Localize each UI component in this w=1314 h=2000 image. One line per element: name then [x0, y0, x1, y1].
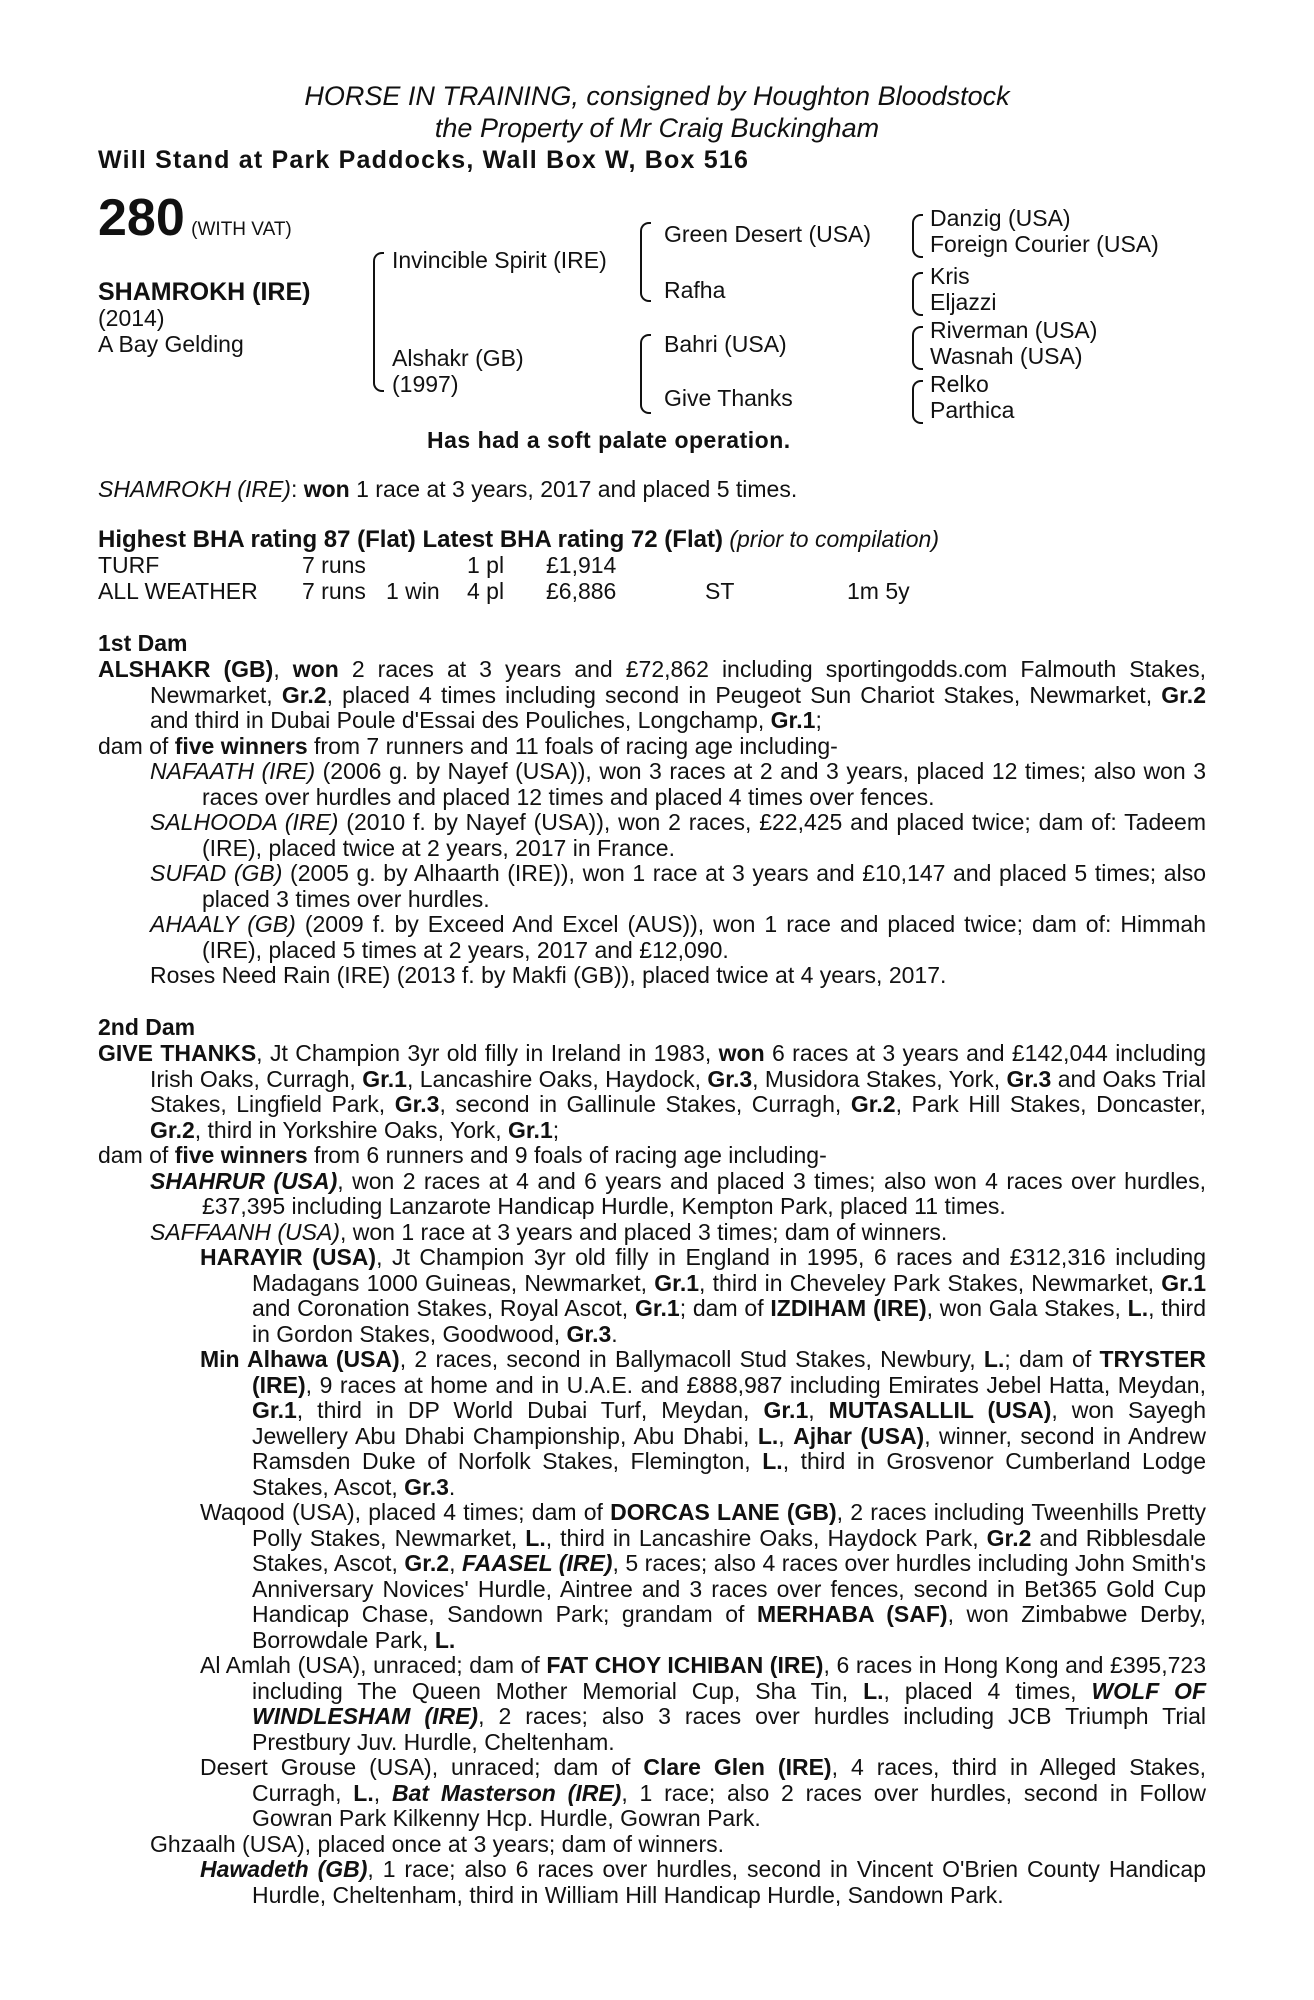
- text: , placed 4 times including second in Peugeot Sun Chariot Stakes, Newmarket,: [326, 681, 1162, 708]
- text: (2005 g. by Alhaarth (IRE)), won 1 race at 3 years and £10,147 and placed 5 times; also placed 3 times over hurdles.: [202, 860, 1206, 912]
- text: ; dam of: [679, 1295, 771, 1321]
- text: ; dam of: [1004, 1346, 1100, 1372]
- text: , won Gala Stakes,: [926, 1295, 1128, 1321]
- grade: Gr.1: [763, 1397, 809, 1423]
- won-label: won: [718, 1040, 765, 1066]
- second-dam-p5: [98, 1245, 1206, 1347]
- offspring-name: HARAYIR (USA): [200, 1244, 377, 1270]
- grade: Gr.3: [404, 1473, 449, 1500]
- text: Waqood (USA), placed 4 times; dam of: [200, 1499, 611, 1525]
- header-line-3: Will Stand at Park Paddocks, Wall Box W, Box 516: [98, 146, 750, 174]
- pedigree-ggp-6: Wasnah (USA): [930, 343, 1083, 369]
- won-label: won: [292, 656, 339, 682]
- text: , won Sayegh Jewellery Abu Dhabi Championship, Abu Dhabi,: [252, 1397, 1207, 1449]
- text: and third in Dubai Poule d'Essai des Pouliches, Longchamp,: [150, 707, 771, 733]
- pedigree-bracket-7: [912, 380, 923, 424]
- listed: L.: [863, 1677, 884, 1704]
- text: dam of: [98, 1142, 175, 1168]
- second-dam-p6: [98, 1347, 1206, 1500]
- pedigree-ggp-8: Parthica: [930, 397, 1015, 423]
- text: , 2 races including Tweenhills Pretty Polly Stakes, Newmarket,: [252, 1499, 1206, 1551]
- listed: L.: [757, 1422, 779, 1449]
- listed: L.: [525, 1524, 546, 1551]
- text: , third in Grosvenor Cumberland Lodge Stakes, Ascot,: [252, 1448, 1207, 1500]
- grade: Gr.2: [404, 1550, 450, 1576]
- text: , third in Lancashire Oaks, Haydock Park,: [545, 1524, 987, 1551]
- race-summary: SHAMROKH (IRE): won 1 race at 3 years, 2017 and placed 5 times.: [98, 476, 798, 502]
- text: (2010 f. by Nayef (USA)), won 2 races, £22,425 and placed twice; dam of: Tadeem (IRE), placed twice at 2 years, 2017 in France.: [202, 809, 1206, 861]
- text: (2006 g. by Nayef (USA)), won 3 races at 2 and 3 years, placed 12 times; also won 3 races over hurdles and placed 12 times and placed 4 times over fences.: [202, 758, 1207, 810]
- offspring-name: Min Alhawa (USA): [200, 1346, 400, 1372]
- pedigree-sire-dam: Rafha: [664, 277, 726, 303]
- second-dam-p11: [98, 1857, 1206, 1908]
- text: , won 2 races at 4 and 6 years and placed 3 times; also won 4 races over hurdles, £37,395 including Lanzarote Handicap Hurdle, Kempton Park, placed 11 times.: [202, 1167, 1206, 1219]
- text: , won Zimbabwe Derby, Borrowdale Park,: [252, 1601, 1207, 1653]
- text: (2009 f. by Exceed And Excel (AUS)), won 1 race and placed twice; dam of: Himmah (IRE), placed 5 times at 2 years, 2017 and £12,090.: [202, 911, 1206, 963]
- offspring-name: Ajhar (USA): [793, 1422, 925, 1449]
- text: , third in Gordon Stakes, Goodwood,: [252, 1295, 1207, 1347]
- horse-description: A Bay Gelding: [98, 331, 244, 357]
- text: , 2 races; also 3 races over hurdles including JCB Triumph Trial Prestbury Juv. Hurdle, Cheltenham.: [252, 1703, 1207, 1755]
- text: , Park Hill Stakes, Doncaster,: [895, 1091, 1207, 1117]
- text: and Ribblesdale Stakes, Ascot,: [252, 1524, 1206, 1576]
- text: , 1 race; also 2 races over hurdles, second in Follow Gowran Park Kilkenny Hcp. Hurdle, Gowran Park.: [252, 1779, 1207, 1831]
- pedigree-ggp-1: Danzig (USA): [930, 205, 1071, 231]
- grade: Gr.2: [281, 681, 327, 708]
- grade: Gr.1: [252, 1397, 297, 1423]
- text: 2 races at 3 years and £72,862 including sportingodds.com Falmouth Stakes, Newmarket,: [150, 656, 1206, 708]
- grade: Gr.1: [770, 707, 816, 733]
- text: , 6 races in Hong Kong and £395,723 including The Queen Mother Memorial Cup, Sha Tin,: [252, 1652, 1206, 1704]
- listed: L.: [434, 1626, 456, 1653]
- stat-placed: 1 pl: [467, 552, 505, 578]
- stat-st: ST: [705, 578, 735, 604]
- pedigree-sire-sire: Green Desert (USA): [664, 221, 872, 247]
- pedigree-note: Has had a soft palate operation.: [427, 427, 791, 453]
- offspring-name: IZDIHAM (IRE): [770, 1295, 927, 1321]
- pedigree-bracket-6: [912, 326, 923, 370]
- summary-text: 1 race at 3 years, 2017 and placed 5 times.: [349, 476, 798, 502]
- pedigree-dam-year: (1997): [392, 371, 459, 397]
- stat-distance: 1m 5y: [847, 578, 910, 604]
- stats-row-all-weather: [0, 579, 1314, 605]
- dam-name: ALSHAKR (GB): [98, 656, 274, 682]
- offspring-name: Hawadeth (GB): [200, 1856, 368, 1882]
- grade: Gr.1: [634, 1295, 680, 1321]
- text: and Coronation Stakes, Royal Ascot,: [252, 1295, 635, 1321]
- text: , Jt Champion 3yr old filly in England in 1995, 6 races and £312,316 including Madagans 1000 Guineas, Newmarket,: [252, 1244, 1206, 1296]
- grade: Gr.3: [566, 1320, 612, 1347]
- pedigree-sire: Invincible Spirit (IRE): [392, 247, 607, 273]
- stat-wins: 1 win: [386, 578, 440, 604]
- stat-runs: 7 runs: [302, 552, 366, 578]
- text: ;: [815, 707, 822, 733]
- grade: Gr.2: [150, 1116, 195, 1143]
- pedigree-bracket-1: [373, 252, 384, 392]
- stats-row-turf: [0, 553, 1314, 579]
- text: dam of: [98, 732, 175, 759]
- pedigree-ggp-7: Relko: [930, 371, 989, 397]
- five-winners: five winners: [174, 1142, 308, 1168]
- offspring-name: Bat Masterson (IRE): [391, 1779, 622, 1806]
- stat-runs: 7 runs: [302, 578, 366, 604]
- offspring-name: FAT CHOY ICHIBAN (IRE): [546, 1652, 824, 1678]
- grade: Gr.3: [394, 1091, 440, 1117]
- pedigree-dam-dam: Give Thanks: [664, 385, 793, 411]
- text: and Oaks Trial Stakes, Lingfield Park,: [150, 1065, 1206, 1117]
- pedigree-bracket-4: [912, 214, 923, 258]
- summary-won: won: [303, 476, 350, 502]
- first-dam-section: [98, 657, 1206, 989]
- offspring-name: WOLF OF WINDLESHAM (IRE): [252, 1677, 1206, 1729]
- header-line-1: HORSE IN TRAINING, consigned by Houghton Bloodstock: [304, 81, 1010, 111]
- grade: Gr.1: [507, 1116, 553, 1143]
- listed: L.: [762, 1448, 783, 1474]
- text: , Lancashire Oaks, Haydock,: [406, 1065, 708, 1092]
- pedigree-ggp-4: Eljazzi: [930, 289, 997, 315]
- pedigree-bracket-5: [912, 272, 923, 316]
- grade: Gr.3: [1006, 1065, 1052, 1092]
- second-dam-heading: 2nd Dam: [98, 1014, 196, 1040]
- pedigree-bracket-2: [640, 222, 651, 302]
- offspring-name: NAFAATH (IRE): [150, 758, 316, 784]
- offspring-name: MUTASALLIL (USA): [828, 1397, 1052, 1423]
- offspring-name: SUFAD (GB): [150, 860, 283, 886]
- grade: Gr.2: [986, 1524, 1032, 1551]
- text: , third in DP World Dubai Turf, Meydan,: [296, 1397, 764, 1423]
- text: .: [611, 1320, 618, 1347]
- text: , 2 races, second in Ballymacoll Stud Stakes, Newbury,: [399, 1346, 984, 1372]
- text: ,: [373, 1779, 392, 1806]
- horse-name: SHAMROKH (IRE): [98, 278, 311, 306]
- text: , 4 races, third in Alleged Stakes, Curragh,: [252, 1754, 1206, 1806]
- offspring-name: MERHABA (SAF): [757, 1601, 948, 1627]
- first-dam-p7: Roses Need Rain (IRE) (2013 f. by Makfi (GB)), placed twice at 4 years, 2017.: [150, 962, 947, 988]
- text: ,: [808, 1397, 829, 1423]
- offspring-name: SALHOODA (IRE): [150, 809, 339, 835]
- grade: Gr.2: [850, 1091, 896, 1117]
- text: , Jt Champion 3yr old filly in Ireland in 1983,: [256, 1040, 719, 1066]
- text: , 9 races at home and in U.A.E. and £888,987 including Emirates Jebel Hatta, Meydan,: [305, 1371, 1206, 1398]
- text: , 5 races; also 4 races over hurdles including John Smith's Anniversary Novices' Hurdle, Aintree and 3 races over fences, second in Bet365 Gold Cup Handicap Chase, Sandown Park; grandam of: [252, 1550, 1206, 1627]
- text: , winner, second in Andrew Ramsden Duke of Norfolk Stakes, Flemington,: [252, 1422, 1207, 1474]
- lot-number: 280: [98, 189, 185, 247]
- text: , second in Gallinule Stakes, Curragh,: [439, 1091, 851, 1117]
- five-winners: five winners: [174, 732, 308, 759]
- pedigree-dam-sire: Bahri (USA): [664, 331, 787, 357]
- text: Al Amlah (USA), unraced; dam of: [200, 1652, 547, 1678]
- ratings-italic: (prior to compilation): [729, 526, 939, 552]
- second-dam-p1: [98, 1041, 1206, 1143]
- text: .: [448, 1473, 456, 1500]
- second-dam-p3: [98, 1169, 1206, 1220]
- dam-name: GIVE THANKS: [98, 1040, 257, 1066]
- stat-surface: ALL WEATHER: [98, 578, 258, 604]
- text: ,: [449, 1550, 462, 1576]
- grade: Gr.1: [1161, 1269, 1206, 1296]
- lot-vat: (WITH VAT): [191, 219, 292, 240]
- pedigree-ggp-3: Kris: [930, 263, 970, 289]
- text: from 6 runners and 9 foals of racing age including-: [307, 1142, 827, 1168]
- text: Desert Grouse (USA), unraced; dam of: [200, 1754, 644, 1780]
- text: from 7 runners and 11 foals of racing age including-: [307, 732, 838, 759]
- ratings-line: [98, 527, 939, 553]
- second-dam-p10: Ghzaalh (USA), placed once at 3 years; dam of winners.: [150, 1830, 725, 1857]
- ratings-bold: Highest BHA rating 87 (Flat) Latest BHA rating 72 (Flat): [98, 526, 723, 553]
- pedigree-bracket-3: [640, 334, 651, 414]
- listed: L.: [983, 1346, 1005, 1372]
- stat-prize: £6,886: [546, 578, 617, 604]
- first-dam-p5: [98, 861, 1206, 912]
- second-dam-p7: [98, 1500, 1206, 1653]
- stat-prize: £1,914: [546, 552, 617, 578]
- text: , placed 4 times,: [883, 1677, 1092, 1704]
- grade: Gr.1: [654, 1269, 700, 1296]
- text: , third in Yorkshire Oaks, York,: [194, 1116, 508, 1143]
- first-dam-p6: [98, 912, 1206, 963]
- text: , third in Cheveley Park Stakes, Newmarket,: [699, 1269, 1162, 1296]
- first-dam-p3: [98, 759, 1206, 810]
- second-dam-p4: [98, 1220, 1206, 1246]
- pedigree-ggp-5: Riverman (USA): [930, 317, 1098, 343]
- lot-block: [98, 189, 292, 247]
- grade: Gr.3: [707, 1065, 753, 1092]
- listed: L.: [1127, 1295, 1149, 1321]
- horse-year: (2014): [98, 305, 165, 331]
- text: , 1 race; also 6 races over hurdles, second in Vincent O'Brien County Handicap Hurdle, Cheltenham, third in William Hill Handicap Hurdle, Sandown Park.: [252, 1856, 1207, 1908]
- first-dam-heading: 1st Dam: [98, 630, 188, 656]
- offspring-name: AHAALY (GB): [150, 911, 296, 937]
- text: 6 races at 3 years and £142,044 including Irish Oaks, Curragh,: [150, 1040, 1206, 1092]
- stat-surface: TURF: [98, 552, 160, 578]
- text: , won 1 race at 3 years and placed 3 times; dam of winners.: [339, 1218, 948, 1245]
- first-dam-p4: [98, 810, 1206, 861]
- text: ,: [778, 1422, 794, 1449]
- offspring-name: Clare Glen (IRE): [643, 1754, 832, 1780]
- second-dam-p9: [98, 1755, 1206, 1832]
- offspring-name: SHAHRUR (USA): [150, 1167, 338, 1194]
- pedigree-dam: Alshakr (GB): [392, 345, 524, 371]
- offspring-name: TRYSTER (IRE): [252, 1346, 1206, 1398]
- listed: L.: [353, 1779, 374, 1806]
- header-line-2: the Property of Mr Craig Buckingham: [434, 113, 880, 143]
- grade: Gr.2: [1161, 681, 1206, 708]
- offspring-name: FAASEL (IRE): [462, 1550, 613, 1576]
- second-dam-p8: [98, 1653, 1206, 1755]
- summary-horse-name: SHAMROKH (IRE): [98, 476, 291, 502]
- first-dam-p1: ALSHAKR (GB), won 2 races at 3 years and £72,862 including sportingodds.com Falmouth Stakes, Newmarket, Gr.2, placed 4 times including second in Peugeot Sun Chariot Stakes, Newmarket, Gr.2 and third in Dubai Poule d'Essai des Pouliches, Longchamp, Gr.1;: [98, 656, 1206, 733]
- offspring-name: SAFFAANH (USA): [150, 1218, 340, 1245]
- text: ;: [552, 1116, 560, 1143]
- second-dam-section: [98, 1041, 1206, 1908]
- pedigree-ggp-2: Foreign Courier (USA): [930, 231, 1159, 257]
- second-dam-p2: [98, 1143, 1206, 1169]
- grade: Gr.1: [362, 1065, 407, 1092]
- text: , Musidora Stakes, York,: [752, 1065, 1007, 1092]
- first-dam-p2: [98, 734, 1206, 760]
- stat-placed: 4 pl: [467, 578, 505, 604]
- offspring-name: DORCAS LANE (GB): [610, 1499, 837, 1525]
